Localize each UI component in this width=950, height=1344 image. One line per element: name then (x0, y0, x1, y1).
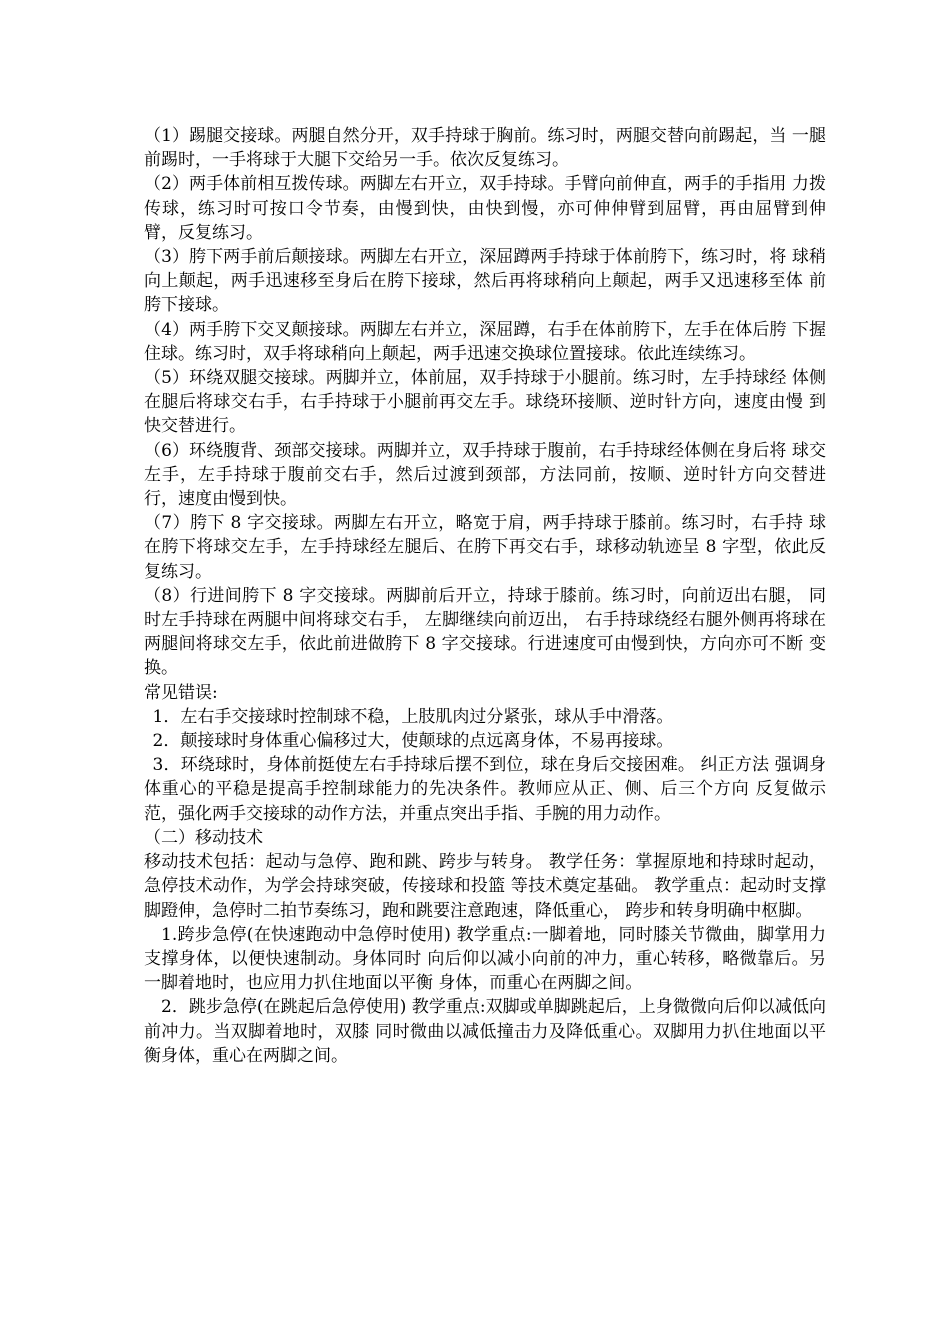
exercise-paragraph-6: （6）环绕腹背、颈部交接球。两脚并立，双手持球于腹前，右手持球经体侧在身后将 球交左手，左手持球于腹前交右手，然后过渡到颈部，方法同前，按顺、逆时针方向交替进 行，速度由慢到快。 (144, 440, 826, 510)
step-stop-1: 1.跨步急停(在快速跑动中急停时使用) 教学重点:一脚着地，同时膝关节微曲，脚掌用力支撑身体，以便快速制动。身体同时 向后仰以减小向前的冲力，重心转移，略微靠后。另一脚着地时，也应用力扒住地面以平衡 身体，而重心在两脚之间。 (144, 924, 826, 994)
exercise-paragraph-8: （8）行进间胯下 8 字交接球。两脚前后开立，持球于膝前。练习时，向前迈出右腿， 同时左手持球在两腿中间将球交右手， 左脚继续向前迈出， 右手持球绕经右腿外侧再将球在 两腿间将球交左手，依此前进做胯下 8 字交接球。行进速度可由慢到快，方向亦可不断 变换。 (144, 585, 826, 679)
error-item-3: 3．环绕球时，身体前挺使左右手持球后摆不到位，球在身后交接困难。 纠正方法 强调身体重心的平稳是提高手控制球能力的先决条件。教师应从正、侧、后三个方向 反复做示范，强化两手交接球的动作方法，并重点突出手指、手腕的用力动作。 (144, 755, 826, 824)
exercise-paragraph-5: （5）环绕双腿交接球。两脚并立，体前屈，双手持球于小腿前。练习时，左手持球经 体侧在腿后将球交右手，右手持球于小腿前再交左手。球绕环接顺、逆时针方向，速度由慢 到快交替进行。 (144, 368, 826, 437)
document-body (144, 124, 826, 1068)
errors-heading: 常见错误: (144, 682, 218, 703)
exercise-paragraph-7: （7）胯下 8 字交接球。两脚左右开立，略宽于肩，两手持球于膝前。练习时，右手持 球在胯下将球交左手，左手持球经左腿后、在胯下再交右手，球移动轨迹呈 8 字型，依此反 复练习。 (144, 513, 826, 582)
exercise-paragraph-2: （2）两手体前相互拨传球。两脚左右开立，双手持球。手臂向前伸直，两手的手指用 力拨传球，练习时可按口令节奏，由慢到快，由快到慢，亦可伸伸臂到屈臂，再由屈臂到伸 臂，反复练习。 (144, 174, 826, 243)
exercise-paragraph-4: （4）两手胯下交叉颠接球。两脚左右并立，深屈蹲，右手在体前胯下，左手在体后胯 下握住球。练习时，双手将球稍向上颠起，两手迅速交换球位置接球。依此连续练习。 (144, 319, 826, 364)
exercise-paragraph-1: （1）踢腿交接球。两腿自然分开，双手持球于胸前。练习时，两腿交替向前踢起，当 一腿前踢时，一手将球于大腿下交给另一手。依次反复练习。 (144, 126, 826, 171)
error-item-2: 2．颠接球时身体重心偏移过大，使颠球的点远离身体，不易再接球。 (152, 731, 674, 752)
exercise-paragraph-3: （3）胯下两手前后颠接球。两脚左右开立，深屈蹲两手持球于体前胯下，练习时，将 球稍向上颠起，两手迅速移至身后在胯下接球，然后再将球稍向上颠起，两手又迅速移至体 前胯下接球。 (144, 247, 826, 316)
step-stop-2: 2．跳步急停(在跳起后急停使用) 教学重点:双脚或单脚跳起后，上身微微向后仰以减低向前冲力。当双脚着地时，双膝 同时微曲以减低撞击力及降低重心。双脚用力扒住地面以平衡身体，重心在两脚之间。 (144, 997, 826, 1066)
section-intro: 移动技术包括：起动与急停、跑和跳、跨步与转身。 教学任务：掌握原地和持球时起动，急停技术动作，为学会持球突破，传接球和投篮 等技术奠定基础。 教学重点：起动时支撑脚蹬伸，急停时二拍节奏练习，跑和跳要注意跑速，降低重心， 跨步和转身明确中枢脚。 (144, 852, 826, 921)
section-heading: （二）移动技术 (144, 827, 263, 848)
error-item-1: 1．左右手交接球时控制球不稳，上肢肌肉过分紧张，球从手中滑落。 (152, 706, 674, 727)
